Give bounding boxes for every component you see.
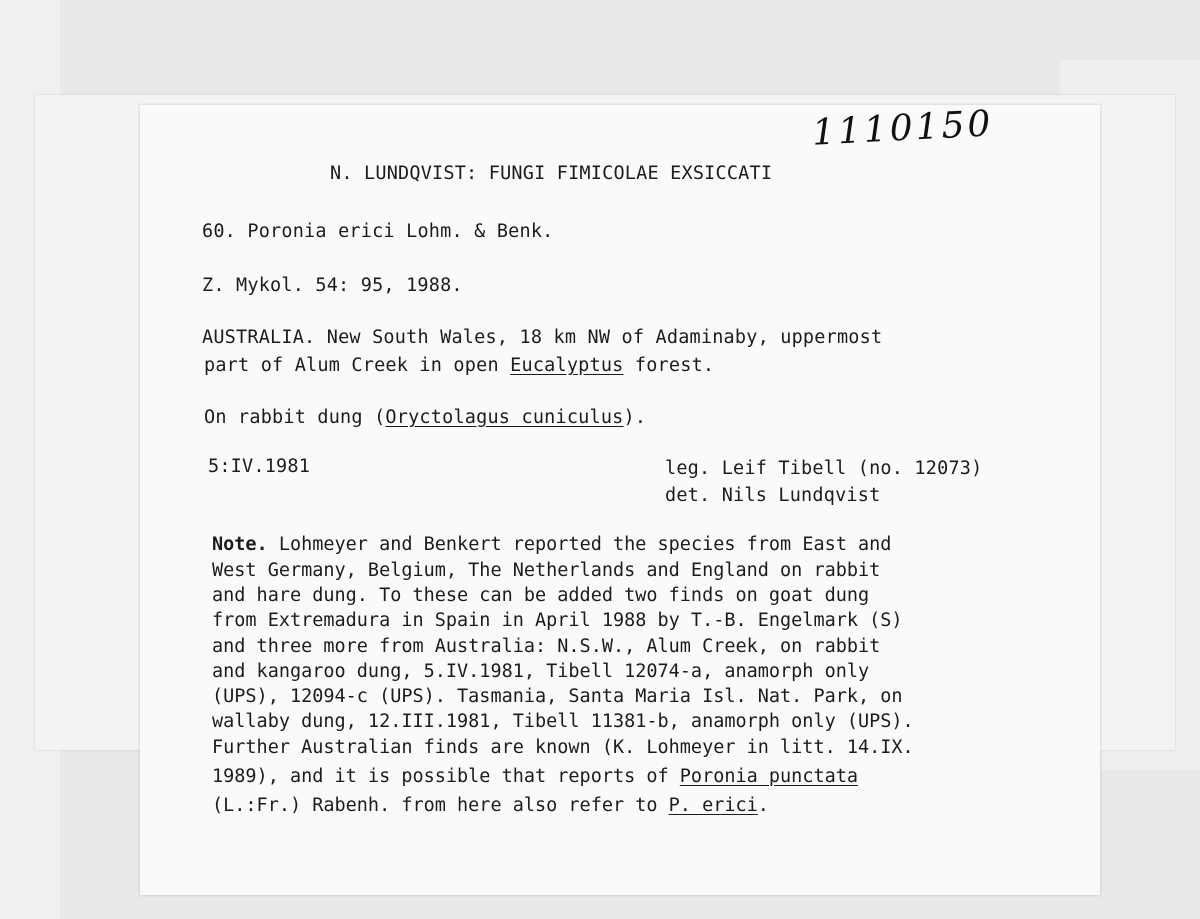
species-number: 60.: [202, 221, 237, 242]
note-line-11: [212, 797, 769, 816]
note-text-11: (L.:Fr.) Rabenh. from here also refer to: [212, 795, 658, 816]
note-line-2: West Germany, Belgium, The Netherlands and England on rabbit: [212, 560, 881, 581]
note-line-5: and three more from Australia: N.S.W., Alum Creek, on rabbit: [212, 636, 881, 657]
note-line-10: [212, 768, 858, 787]
note-line-3: and hare dung. To these can be added two finds on goat dung: [212, 585, 870, 606]
host-taxon: Oryctolagus cuniculus: [385, 407, 624, 428]
note-text-10: 1989), and it is possible that reports of: [212, 766, 669, 787]
determiner: det. Nils Lundqvist: [665, 485, 881, 506]
note-line-4: from Extremadura in Spain in April 1988 by T.-B. Engelmark (S): [212, 610, 903, 631]
note-text-1: Lohmeyer and Benkert reported the species from East and: [278, 534, 892, 555]
note-line-1: [212, 536, 891, 555]
note-label: Note.: [212, 534, 268, 555]
p-erici-taxon: P. erici: [668, 795, 758, 816]
literature-reference: Z. Mykol. 54: 95, 1988.: [202, 275, 463, 296]
label-header: N. LUNDQVIST: FUNGI FIMICOLAE EXSICCATI: [330, 163, 773, 184]
collection-date: 5:IV.1981: [208, 456, 311, 477]
locality-line-1: [202, 329, 882, 348]
locality-country: AUSTRALIA.: [202, 327, 316, 348]
note-line-7: (UPS), 12094-c (UPS). Tasmania, Santa Maria Isl. Nat. Park, on: [212, 686, 903, 707]
poronia-punctata-taxon: Poronia punctata: [679, 766, 859, 787]
note-line-9: Further Australian finds are known (K. Lohmeyer in litt. 14.IX.: [212, 737, 914, 758]
substrate-text: On rabbit dung (: [204, 407, 386, 428]
locality-text-3: forest.: [634, 355, 715, 376]
note-line-8: wallaby dung, 12.III.1981, Tibell 11381-b, anamorph only (UPS).: [212, 711, 914, 732]
note-end: .: [757, 795, 769, 816]
substrate-line: [204, 409, 646, 428]
handwritten-catalog-number: 1110150: [811, 103, 995, 154]
eucalyptus-taxon: Eucalyptus: [510, 355, 624, 376]
species-name: Poronia erici: [247, 221, 395, 242]
locality-text-2: part of Alum Creek in open: [204, 355, 499, 376]
locality-line-2: [204, 357, 714, 376]
substrate-end: ).: [623, 407, 647, 428]
locality-text: New South Wales, 18 km NW of Adaminaby, uppermost: [326, 327, 883, 348]
note-line-6: and kangaroo dung, 5.IV.1981, Tibell 12074-a, anamorph only: [212, 661, 870, 682]
species-authors: Lohm. & Benk.: [406, 221, 554, 242]
collector: leg. Leif Tibell (no. 12073): [665, 458, 983, 479]
species-line: [202, 223, 554, 242]
